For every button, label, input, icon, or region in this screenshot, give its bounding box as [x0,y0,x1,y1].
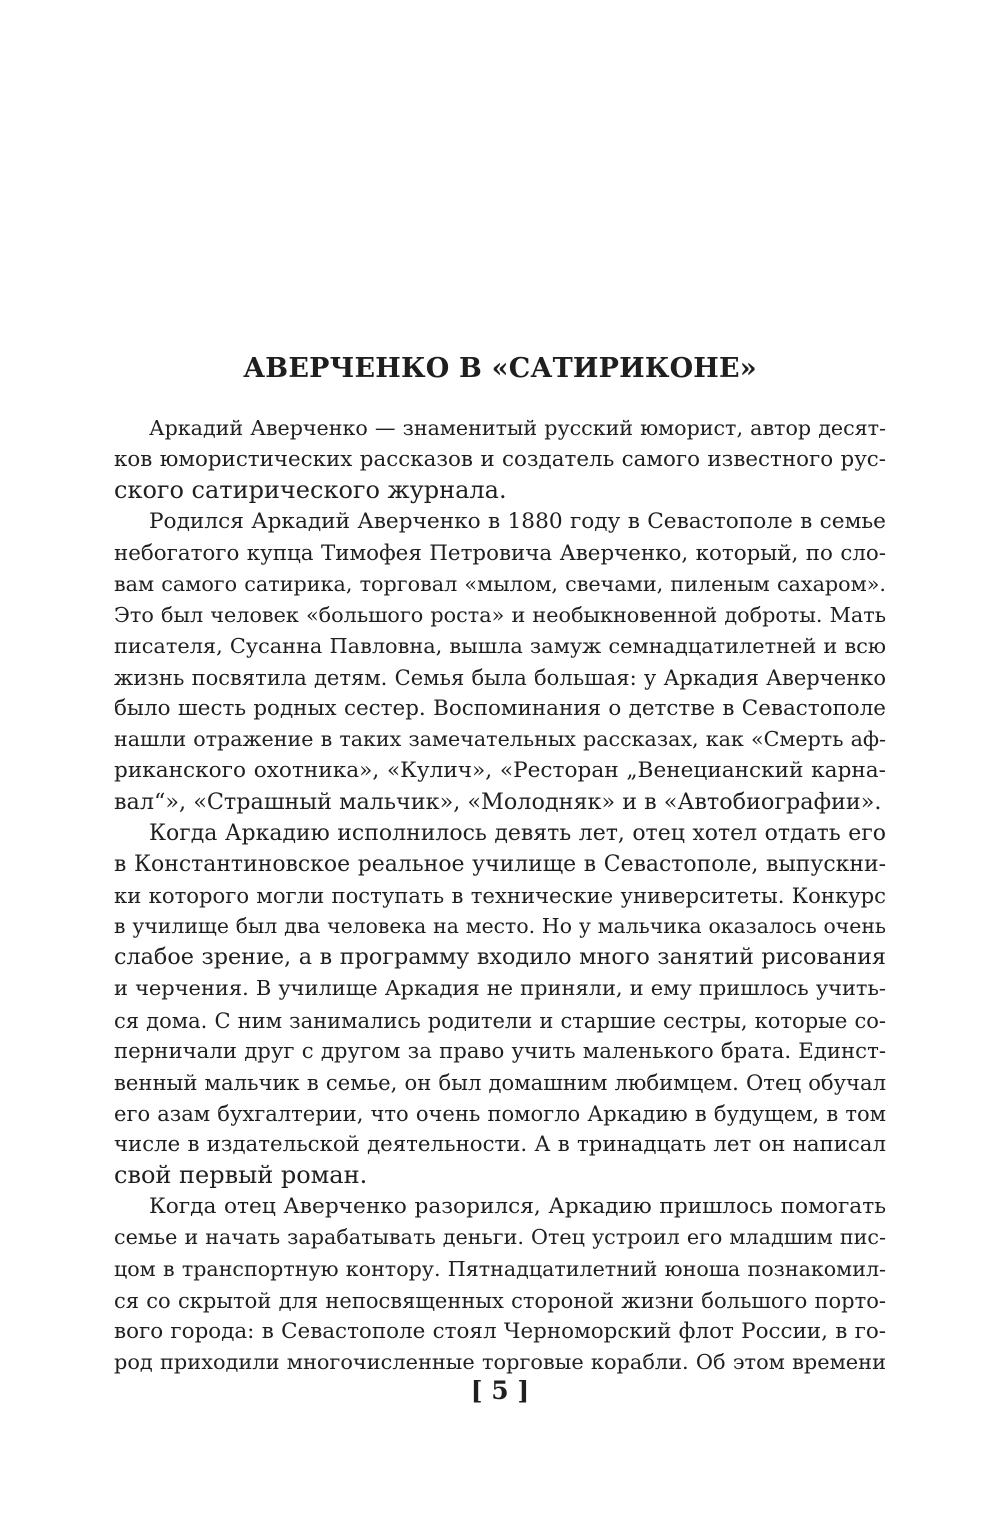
text-line: слабое зрение, а в программу входило много занятий рисования [114,944,886,971]
text-line: в Константиновское реальное училище в Севастополе, выпускни- [114,851,886,877]
text-line: семье и начать зарабатывать деньги. Отец устроил его младшим пис- [114,1225,886,1250]
text-line: его азам бухгалтерии, что очень помогло Аркадию в будущем, в том [114,1100,886,1126]
text-line: ся со скрытой для непосвященных стороной жизни большого порто- [114,1287,886,1313]
text-line: риканского охотника», «Кулич», «Ресторан „Венецианский карна- [114,758,886,784]
text-line: свой первый роман. [114,1161,368,1190]
text-line: Это был человек «большого роста» и необыкновенной доброты. Мать [114,602,886,627]
text-line: писателя, Сусанна Павловна, вышла замуж семнадцатилетней и всю [114,633,886,658]
text-line: Аркадий Аверченко — знаменитый русский юморист, автор десят- [149,416,886,440]
text-line: вого города: в Севастополе стоял Черноморский флот России, в го- [114,1318,886,1344]
text-line: в училище был два человека на место. Но у мальчика оказалось очень [114,914,886,939]
text-line: ки которого могли поступать в технические университеты. Конкурс [114,883,886,908]
text-line: числе в издательской деятельности. А в тринадцать лет он написал [114,1132,886,1158]
text-line: ков юмористических рассказов и создатель самого известного рус- [114,447,886,473]
text-line: ского сатирического журнала. [114,476,507,505]
text-line: вам самого сатирика, торговал «мылом, свечами, пиленым сахаром». [114,571,886,596]
text-line: жизнь посвятила детям. Семья была большая: у Аркадия Аверченко [114,665,886,691]
text-line: Когда Аркадию исполнилось девять лет, отец хотел отдать его [149,820,886,846]
text-line: перничали друг с другом за право учить маленького брата. Единст- [114,1038,886,1064]
text-line: цом в транспортную контору. Пятнадцатилетний юноша познакомил- [114,1256,886,1281]
text-line: было шесть родных сестер. Воспоминания о детстве в Севастополе [114,696,886,722]
text-line: нашли отражение в таких замечательных рассказах, как «Смерть аф- [114,727,886,752]
text-line: и черчения. В училище Аркадия не приняли, и ему пришлось учить- [114,976,886,1001]
text-line: Когда отец Аверченко разорился, Аркадию пришлось помогать [149,1194,886,1220]
text-line: ся дома. С ним занимались родители и старшие сестры, которые со- [114,1007,886,1033]
page-number: [ 5 ] [470,1376,530,1405]
text-line: небогатого купца Тимофея Петровича Аверченко, который, по сло- [114,540,886,566]
text-line: Родился Аркадий Аверченко в 1880 году в Севастополе в семье [149,509,886,535]
text-line: венный мальчик в семье, он был домашним любимцем. Отец обучал [114,1069,886,1095]
chapter-title: АВЕРЧЕНКО В «САТИРИКОНЕ» [243,353,757,384]
text-line: вал“», «Страшный мальчик», «Молодняк» и в «Автобиографии». [114,788,882,815]
text-line: род приходили многочисленные торговые корабли. Об этом времени [114,1350,886,1374]
